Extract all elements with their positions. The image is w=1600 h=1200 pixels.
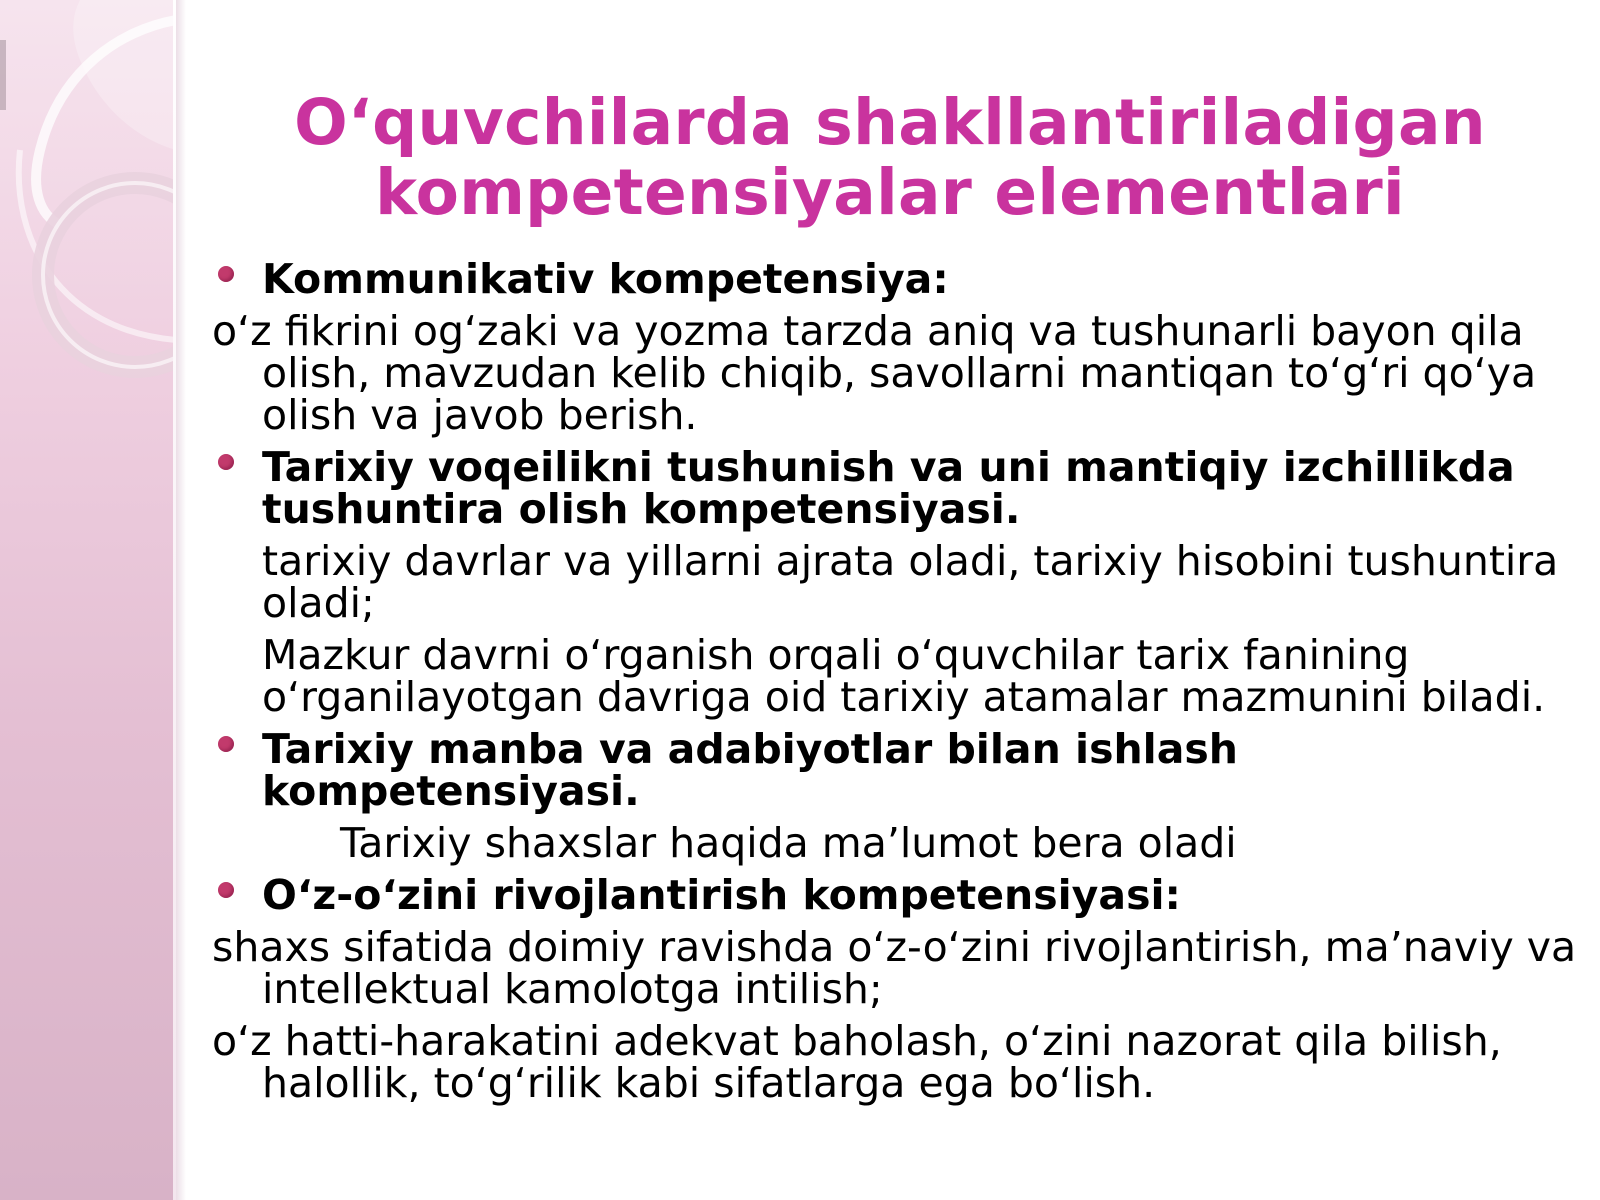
bullet-dot-icon <box>218 266 234 282</box>
paragraph: o‘z fikrini og‘zaki va yozma tarzda aniq va tushunarli bayon qila olish, mavzudan kelib chiqib, savollarni mantiqan to‘g‘ri qo‘ya olish va javob berish. <box>212 307 1537 439</box>
bullet-dot-icon <box>218 736 234 752</box>
paragraph: o‘z hatti-harakatini adekvat baholash, o‘zini nazorat qila bilish, halollik, to‘g‘rilik kabi sifatlarga ega bo‘lish. <box>212 1017 1502 1107</box>
paragraph: Mazkur davrni o‘rganish orqali o‘quvchilar tarix fanining o‘rganilayotgan davriga oid tarixiy atamalar mazmunini biladi. <box>262 631 1546 721</box>
paragraph: shaxs sifatida doimiy ravishda o‘z-o‘zini rivojlantirish, ma’naviy va intellektual kamolotga intilish; <box>212 923 1577 1013</box>
heading-text: Kommunikativ kompetensiya: <box>262 255 949 303</box>
slide-content <box>212 255 1582 1107</box>
bullet-heading-historical-sources <box>212 725 1582 815</box>
title-line-1: O‘quvchilarda shakllantiriladigan <box>294 86 1486 159</box>
bullet-dot-icon <box>218 454 234 470</box>
slide-title <box>220 88 1560 228</box>
paragraph: tarixiy davrlar va yillarni ajrata oladi, tarixiy hisobini tushuntira oladi; <box>262 537 1559 627</box>
decorative-side-panel <box>0 0 176 1200</box>
side-panel-shadow <box>176 0 186 1200</box>
paragraph: Tarixiy shaxslar haqida ma’lumot bera oladi <box>340 819 1237 867</box>
heading-text: O‘z-o‘zini rivojlantirish kompetensiyasi: <box>262 871 1181 919</box>
title-line-2: kompetensiyalar elementlari <box>375 156 1405 229</box>
bullet-heading-self-development <box>212 871 1582 919</box>
heading-text: Tarixiy manba va adabiyotlar bilan ishlash kompetensiyasi. <box>262 725 1238 815</box>
bullet-heading-historical-reality <box>212 443 1582 533</box>
bullet-dot-icon <box>218 882 234 898</box>
decorative-rings <box>0 0 176 1200</box>
bullet-heading-communicative <box>212 255 1582 303</box>
heading-text: Tarixiy voqeilikni tushunish va uni mantiqiy izchillikda tushuntira olish kompetensiyasi. <box>262 443 1515 533</box>
